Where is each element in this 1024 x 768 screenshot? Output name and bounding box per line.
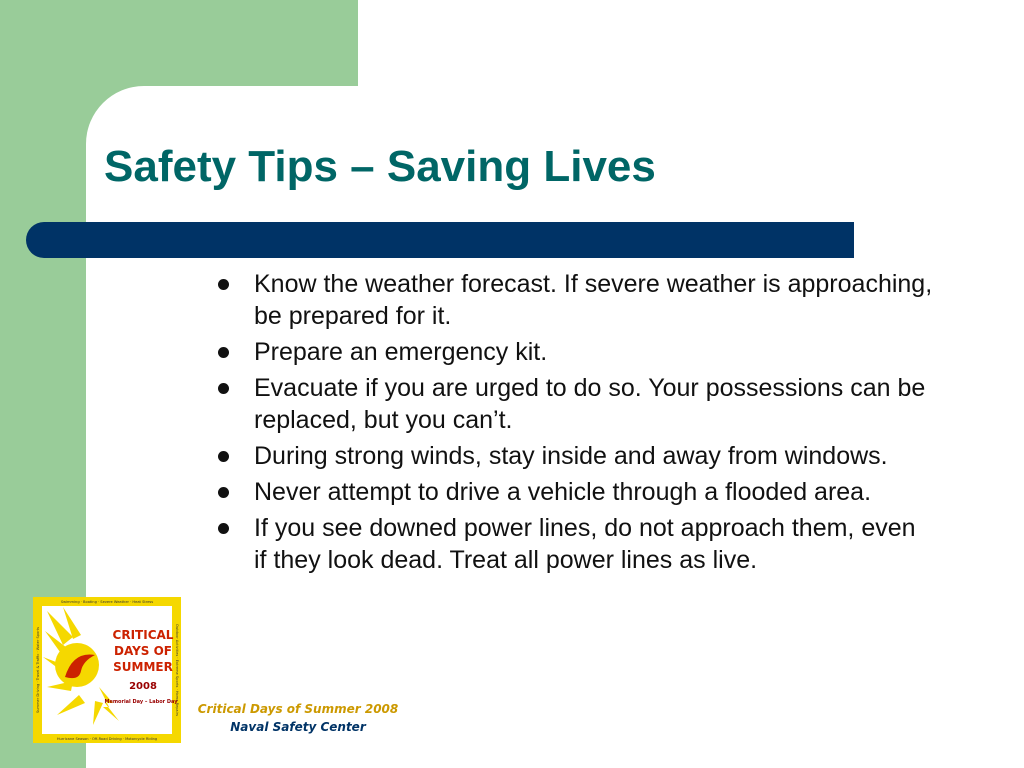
logo-border-bottom: Hurricane Season · Off-Road Driving · Motorcycle Riding	[56, 737, 158, 741]
logo-critical: CRITICAL	[112, 628, 174, 642]
bullet-dot-icon	[218, 451, 229, 462]
bullet-dot-icon	[218, 347, 229, 358]
footer-caption	[182, 700, 414, 736]
bullet-text: Know the weather forecast. If severe weather is approaching, be prepared for it.	[254, 270, 933, 330]
bullet-item	[214, 512, 934, 576]
bullet-list	[214, 268, 934, 580]
slide-title: Safety Tips – Saving Lives	[104, 142, 656, 191]
logo-border-right: Outdoor Activities · Extreme Sports · Home Repairs	[175, 624, 179, 716]
logo-border-left: Summer Driving · Travel & Traffic · Water Sports	[36, 626, 40, 714]
logo-days-of: DAYS OF	[113, 644, 173, 658]
bullet-item	[214, 476, 934, 508]
logo-year: 2008	[129, 681, 157, 692]
bullet-item	[214, 440, 934, 472]
footer-event: Critical Days of Summer 2008	[197, 702, 399, 716]
critical-days-of-summer-logo	[33, 597, 181, 743]
bullet-text: Never attempt to drive a vehicle through a flooded area.	[254, 478, 872, 506]
bullet-item	[214, 372, 934, 436]
title-divider-bar	[26, 222, 854, 258]
bullet-text: If you see downed power lines, do not approach them, even if they look dead. Treat all power lines as live.	[254, 514, 916, 574]
footer-org: Naval Safety Center	[230, 720, 366, 734]
bullet-text: Evacuate if you are urged to do so. Your possessions can be replaced, but you can’t.	[254, 374, 926, 434]
bullet-text: Prepare an emergency kit.	[254, 338, 548, 366]
logo-dates: Memorial Day – Labor Day	[104, 699, 178, 705]
bullet-item	[214, 268, 934, 332]
logo-summer: SUMMER	[113, 660, 173, 674]
bullet-dot-icon	[218, 383, 229, 394]
bullet-dot-icon	[218, 279, 229, 290]
bullet-text: During strong winds, stay inside and away from windows.	[254, 442, 888, 470]
bullet-dot-icon	[218, 523, 229, 534]
bullet-item	[214, 336, 934, 368]
bullet-dot-icon	[218, 487, 229, 498]
logo-border-top: Swimming · Boating · Severe Weather · Heat Stress	[60, 600, 154, 604]
